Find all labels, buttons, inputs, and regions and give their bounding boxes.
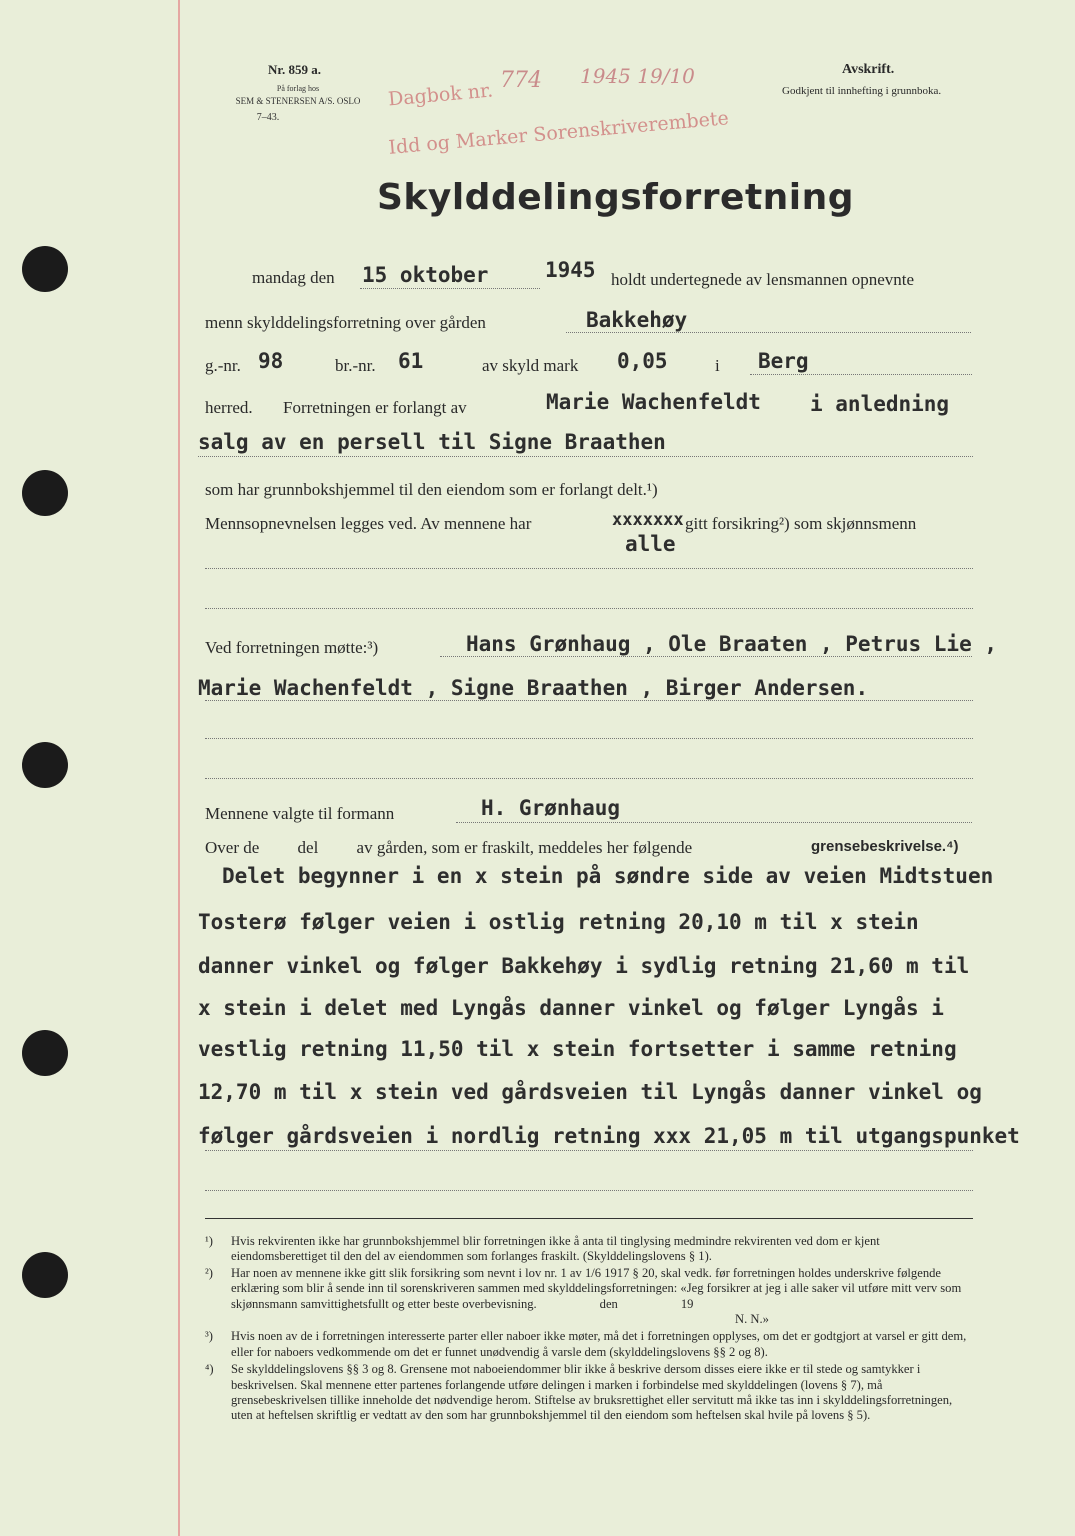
copy-note: Godkjent til innhefting i grunnboka. [782,85,942,97]
appointment-who: alle [625,532,676,556]
occasion-text: salg av en persell til Signe Braathen [198,430,666,454]
print-date: 7–43. [256,112,280,123]
boundary-line: Tosterø følger veien i ostlig retning 20,10 m til x stein [198,910,919,934]
skyld-value: 0,05 [617,349,668,373]
punch-hole [22,470,68,516]
occasion-label: i anledning [810,392,950,416]
boundary-line: vestlig retning 11,50 til x stein fortsetter i samme retning [198,1037,957,1061]
title-holder-text: som har grunnbokshjemmel til den eiendom som er forlangt delt.¹) [205,480,658,499]
footnote: ¹) Hvis rekvirenten ikke har grunnbokshjemmel blir forretningen ikke å anta til tinglysing medmindre rekvirenten ved dom er kjent eiendomsberettiget til den del av eiendommen som forlanges fraskilt. (Skylddelingslovens § 1). [205,1234,880,1264]
skyld-label: av skyld mark [482,356,579,375]
boundary-line: danner vinkel og følger Bakkehøy i sydlig retning 21,60 m til [198,954,970,978]
footnote: ²) Har noen av mennene ikke gitt slik forsikring som nevnt i lov nr. 1 av 1/6 1917 § 20, skal vedk. før forretningen holdes underskrive følgende erklæring som blir å sende inn til sorenskriveren sammen med skylddelingsforretningen: «Jeg forsikrer at jeg i alle saker vil utføre mitt verv som skjønnsmann samvittighetsfullt og etter beste overbevisning. den 19 [205,1265,965,1311]
footnotes [205,1234,975,1424]
boundary-intro: Over de del av gården, som er fraskilt, meddeles her følgende [205,838,693,857]
farm-name: Bakkehøy [586,308,688,332]
punch-hole [22,742,68,788]
footnote-rule [205,1218,973,1219]
requested-by: Marie Wachenfeldt [546,390,761,414]
boundary-line: 12,70 m til x stein ved gårdsveien til Lyngås danner vinkel og [198,1080,982,1104]
boundary-line: Delet begynner i en x stein på søndre side av veien Midtstuen [222,864,994,888]
footnote-signature: N. N.» [735,1312,769,1327]
attendees-label: Ved forretningen møtte:³) [205,638,379,657]
appointment-text-2: gitt forsikring²) som skjønnsmenn [685,514,917,533]
copy-title: Avskrift. [842,62,895,77]
diary-number: 774 [500,68,542,93]
footnote: ³) Hvis noen av de i forretningen interesserte parter eller naboer ikke møter, må det i forretningen opplyses, om det er godtgjort at varsel er gitt dem, eller for naboers vedkommende om det er funnet unødvendig å varsle dem (skylddelingslovens §§ 2 og 8). [205,1329,967,1359]
struck-text: xxxxxxx [612,510,684,530]
intro-text: holdt undertegnede av lensmannen opnevnte [611,270,915,289]
chairman-label: Mennene valgte til formann [205,804,395,823]
herred-label: herred. [205,398,253,417]
page-title: Skylddelingsforretning [377,177,855,218]
over-farm-label: menn skylddelingsforretning over gården [205,313,486,332]
boundary-line: x stein i delet med Lyngås danner vinkel og følger Lyngås i [198,996,944,1020]
stamp-line-1: Dagbok nr. [387,79,494,111]
boundary-heading: grensebeskrivelse.⁴) [811,838,959,855]
herred-name: Berg [758,349,809,373]
publisher-line-1: På forlag hos [276,84,320,93]
attendees-line-2: Marie Wachenfeldt , Signe Braathen , Birger Andersen. [198,676,869,700]
publisher-line-2: SEM & STENERSEN A/S. OSLO [235,96,361,106]
appointment-text-1: Mennsopnevnelsen legges ved. Av mennene har [205,514,532,533]
bnr-value: 61 [398,349,424,373]
stamp-line-2: Idd og Marker Sorenskriverembete [387,107,730,159]
chairman: H. Grønhaug [481,796,621,820]
punch-hole [22,1030,68,1076]
boundary-line: følger gårdsveien i nordlig retning xxx 21,05 m til utgangspunket [198,1124,1020,1148]
year: 1945 [545,258,596,282]
gnr-value: 98 [258,349,284,373]
day-label: mandag den [252,268,335,287]
day-date: 15 oktober [362,263,489,287]
attendees-line-1: Hans Grønhaug , Ole Braaten , Petrus Lie , [466,632,998,656]
punch-hole [22,1252,68,1298]
form-number: Nr. 859 a. [268,62,321,77]
red-margin-line [178,0,180,1536]
footnote: ⁴) Se skylddelingslovens §§ 3 og 8. Grensene mot naboeiendommer blir ikke å beskrive dersom disses eiere ikke er til stede og samtykker i beskrivelsen. Skal mennene etter partenes forlangende utføre delingen i marken i forbindelse med skylddelingen (lovens § 7), må grensebeskrivelsen tillike inneholde det nødvendige herom. Stiftelse av bruksrettighet eller servitutt må ikke tas inn i skylddelingsforretningen, uten at heftelsen skriftlig er vedtatt av den som har grunnbokshjemmel til den eiendom som heftelsen skal hvile på lovens § 5). [205,1362,953,1423]
requested-label: Forretningen er forlangt av [283,398,467,417]
punch-hole [22,246,68,292]
stamp-date: 1945 19/10 [580,64,695,88]
bnr-label: br.-nr. [335,356,376,375]
i-label: i [715,356,720,375]
gnr-label: g.-nr. [205,356,241,375]
